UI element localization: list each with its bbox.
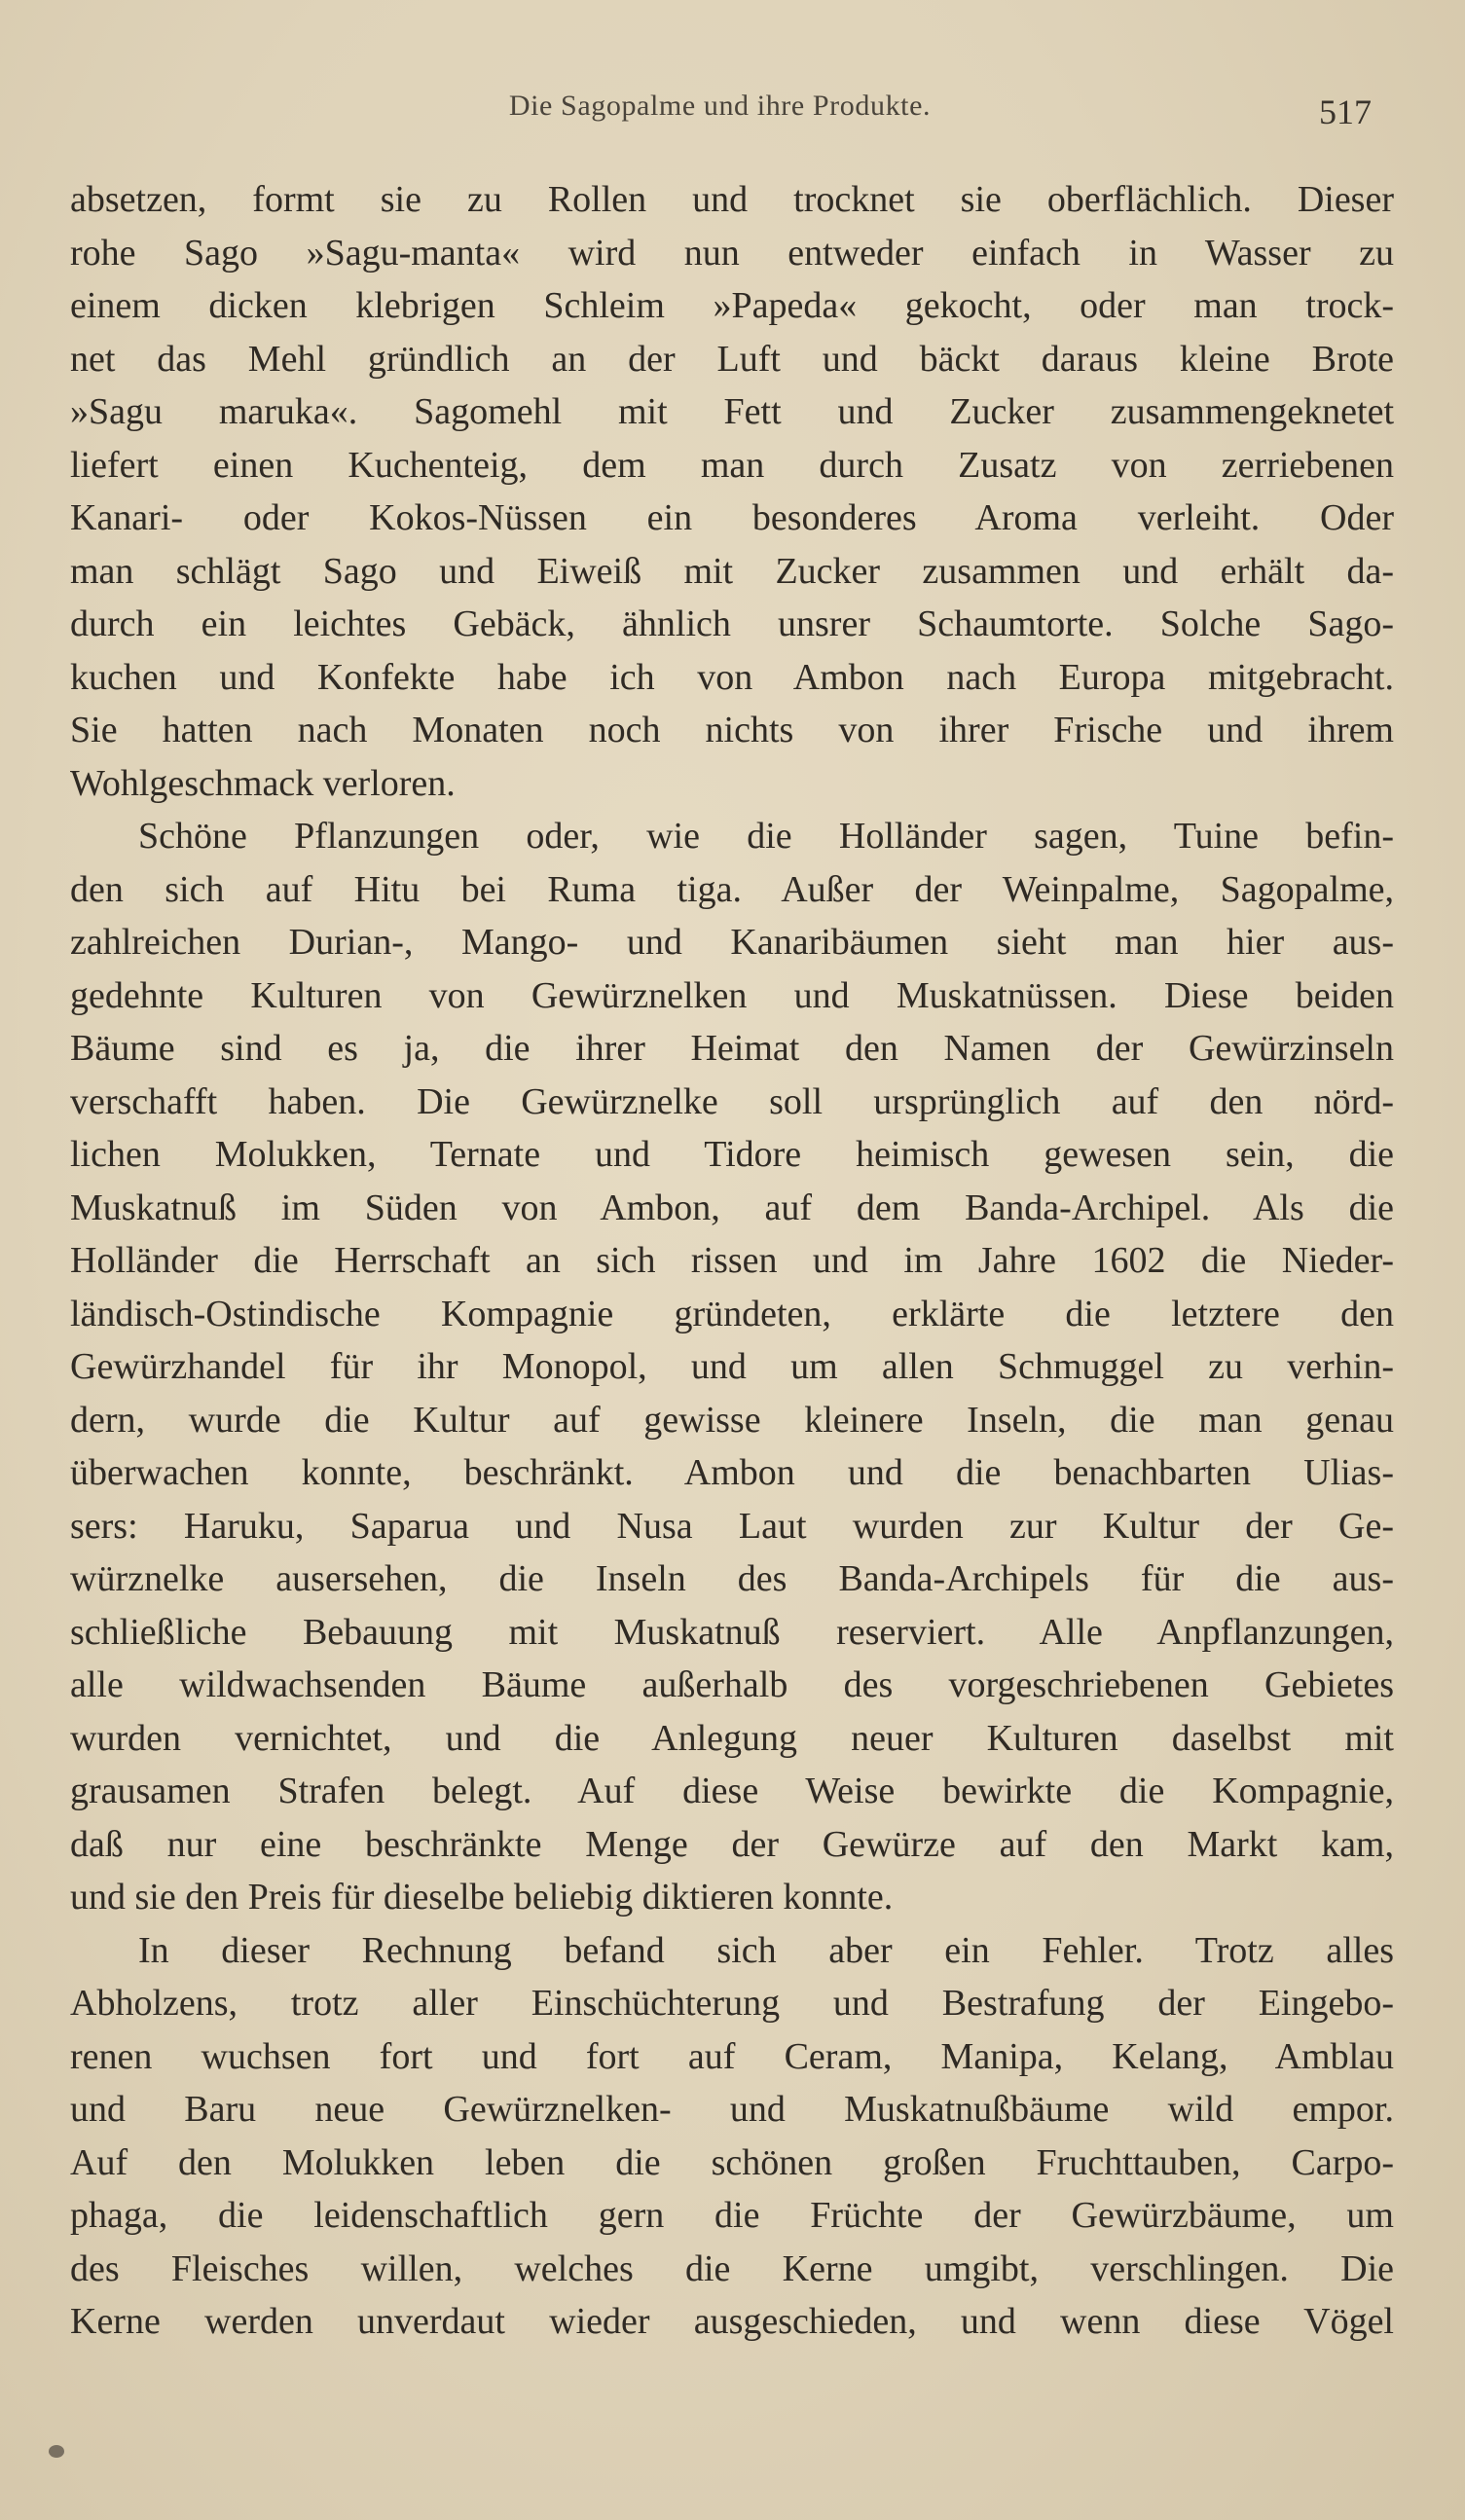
text-line: grausamen Strafen belegt. Auf diese Weise bewirkte die Kompagnie, — [70, 1771, 1394, 1811]
running-title: Die Sagopalme und ihre Produkte. — [508, 90, 932, 122]
text-line: den sich auf Hitu bei Ruma tiga. Außer der Weinpalme, Sagopalme, — [70, 868, 1394, 910]
text-line: phaga, die leidenschaftlich gern die Früchte der Gewürzbäume, um — [70, 2195, 1394, 2236]
text-line: des Fleisches willen, welches die Kerne umgibt, verschlingen. Die — [70, 2247, 1394, 2289]
text-line: verschafft haben. Die Gewürznelke soll ursprünglich auf den nörd- — [70, 1080, 1394, 1122]
text-line: rohe Sago »Sagu-manta« wird nun entweder einfach in Wasser zu — [70, 232, 1394, 274]
ink-smudge — [49, 2445, 64, 2458]
text-line: renen wuchsen fort und fort auf Ceram, Manipa, Kelang, Amblau — [70, 2035, 1394, 2077]
text-line: lichen Molukken, Ternate und Tidore heimisch gewesen sein, die — [70, 1134, 1394, 1175]
text-line: würznelke ausersehen, die Inseln des Banda-Archipels für die aus- — [70, 1558, 1394, 1599]
running-head — [70, 90, 1370, 138]
text-line: Holländer die Herrschaft an sich rissen und im Jahre 1602 die Nieder- — [70, 1240, 1394, 1281]
text-line: Wohlgeschmack verloren. — [70, 762, 456, 804]
text-line: Auf den Molukken leben die schönen großen Fruchttauben, Carpo- — [70, 2141, 1394, 2183]
text-line: und Baru neue Gewürznelken- und Muskatnußbäume wild empor. — [70, 2089, 1394, 2130]
text-line: ländisch-Ostindische Kompagnie gründeten, erklärte die letztere den — [70, 1293, 1394, 1334]
text-line: In dieser Rechnung befand sich aber ein Fehler. Trotz alles — [138, 1929, 1394, 1971]
text-line: Abholzens, trotz aller Einschüchterung und Bestrafung der Eingebo- — [70, 1983, 1394, 2024]
text-line: kuchen und Konfekte habe ich von Ambon nach Europa mitgebracht. — [70, 656, 1394, 698]
text-line: absetzen, formt sie zu Rollen und trocknet sie oberflächlich. Dieser — [70, 179, 1394, 220]
text-line: schließliche Bebauung mit Muskatnuß reserviert. Alle Anpflanzungen, — [70, 1611, 1394, 1653]
text-line: dern, wurde die Kultur auf gewisse kleinere Inseln, die man genau — [70, 1399, 1394, 1441]
text-line: durch ein leichtes Gebäck, ähnlich unsrer Schaumtorte. Solche Sago- — [70, 603, 1394, 644]
text-line: man schlägt Sago und Eiweiß mit Zucker zusammen und erhält da- — [70, 550, 1394, 592]
text-line: Kerne werden unverdaut wieder ausgeschieden, und wenn diese Vögel — [70, 2301, 1394, 2342]
text-line: Schöne Pflanzungen oder, wie die Holländer sagen, Tuine befin- — [138, 816, 1394, 857]
text-line: Muskatnuß im Süden von Ambon, auf dem Banda-Archipel. Als die — [70, 1187, 1394, 1228]
text-line: alle wildwachsenden Bäume außerhalb des vorgeschriebenen Gebietes — [70, 1664, 1394, 1705]
text-line: zahlreichen Durian-, Mango- und Kanaribäumen sieht man hier aus- — [70, 922, 1394, 963]
text-line: und sie den Preis für dieselbe beliebig diktieren konnte. — [70, 1877, 894, 1917]
page-number: 517 — [1319, 92, 1372, 131]
text-line: Kanari- oder Kokos-Nüssen ein besonderes Aroma verleiht. Oder — [70, 497, 1394, 538]
body-text — [70, 173, 1394, 2349]
text-line: »Sagu maruka«. Sagomehl mit Fett und Zucker zusammengeknetet — [70, 391, 1394, 432]
text-line: liefert einen Kuchenteig, dem man durch Zusatz von zerriebenen — [70, 444, 1394, 486]
text-line: net das Mehl gründlich an der Luft und bäckt daraus kleine Brote — [70, 338, 1394, 380]
text-line: sers: Haruku, Saparua und Nusa Laut wurden zur Kultur der Ge- — [70, 1505, 1394, 1547]
text-line: gedehnte Kulturen von Gewürznelken und Muskatnüssen. Diese beiden — [70, 974, 1394, 1016]
text-line: daß nur eine beschränkte Menge der Gewürze auf den Markt kam, — [70, 1823, 1394, 1865]
text-line: Bäume sind es ja, die ihrer Heimat den Namen der Gewürzinseln — [70, 1028, 1394, 1069]
text-line: Gewürzhandel für ihr Monopol, und um allen Schmuggel zu verhin- — [70, 1346, 1394, 1387]
text-line: Sie hatten nach Monaten noch nichts von ihrer Frische und ihrem — [70, 710, 1394, 750]
text-line: einem dicken klebrigen Schleim »Papeda« gekocht, oder man trock- — [70, 285, 1394, 326]
text-line: wurden vernichtet, und die Anlegung neuer Kulturen daselbst mit — [70, 1717, 1394, 1759]
text-line: überwachen konnte, beschränkt. Ambon und die benachbarten Ulias- — [70, 1452, 1394, 1493]
